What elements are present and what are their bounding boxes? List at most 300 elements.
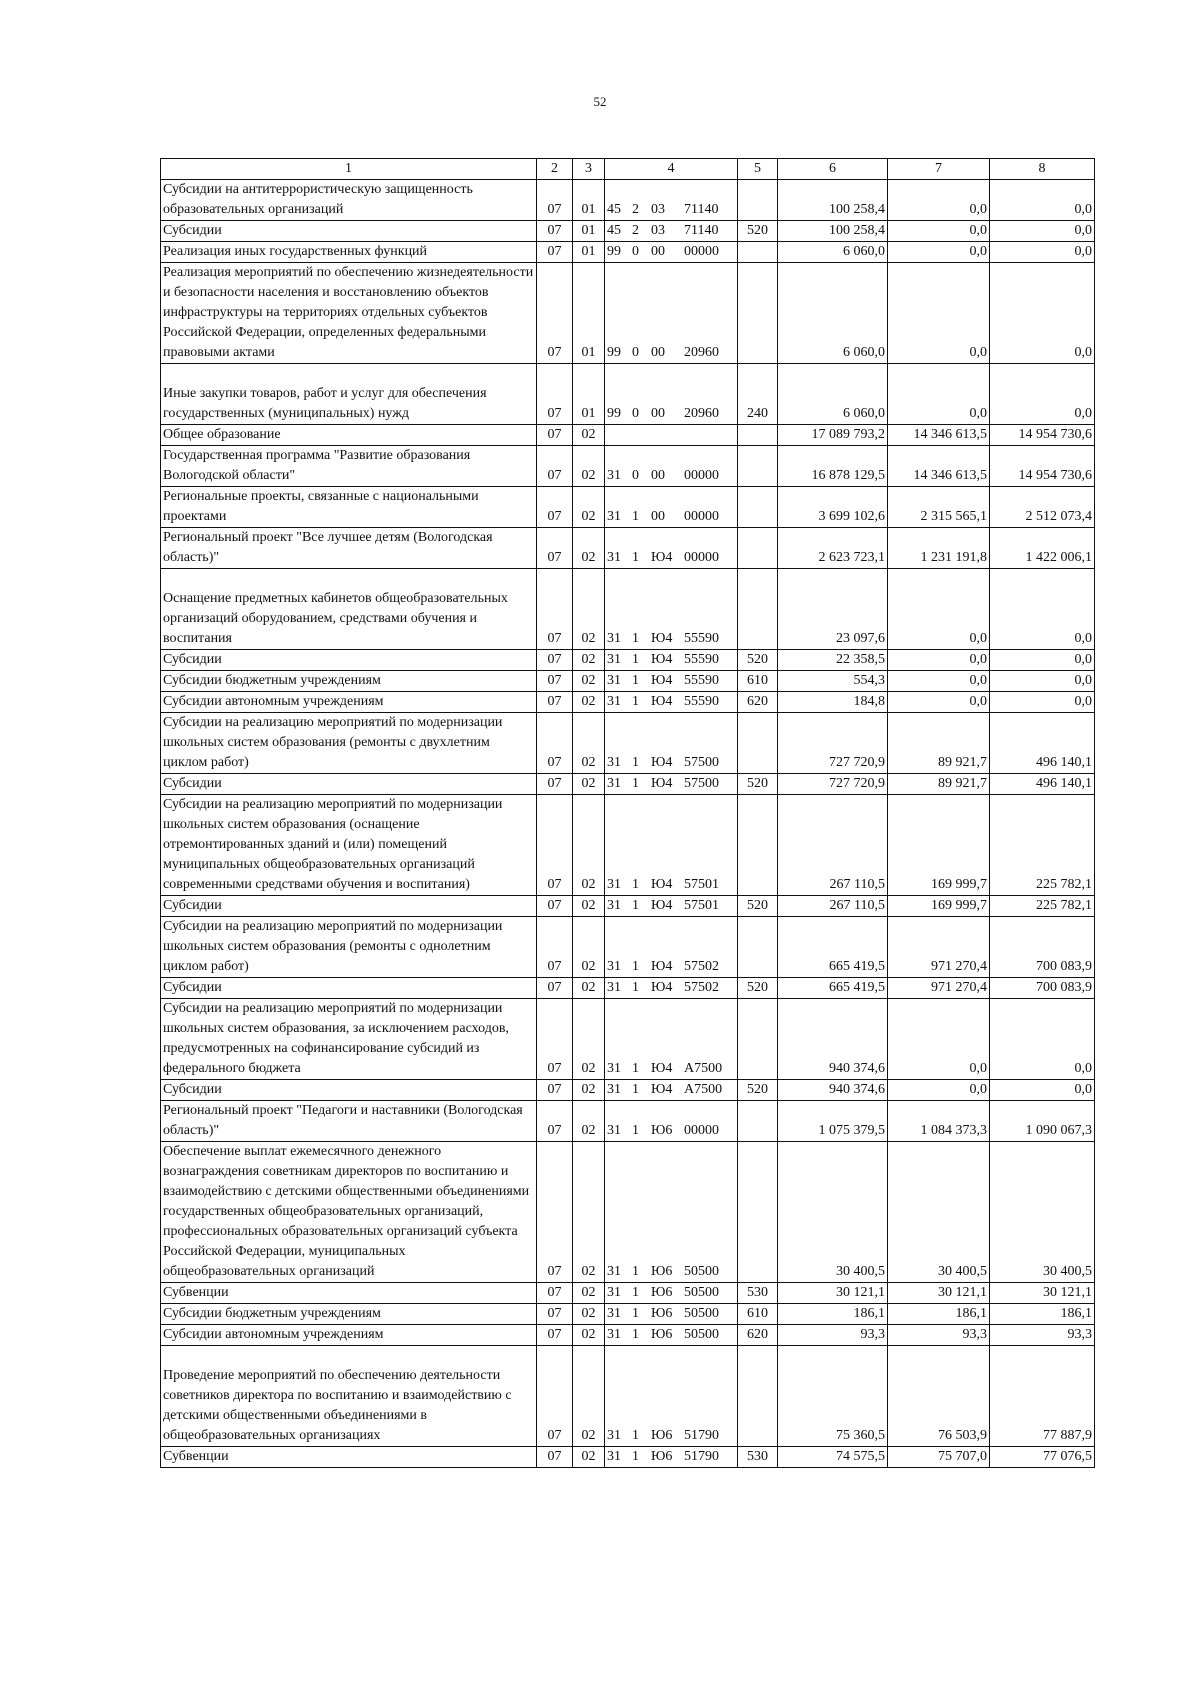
row-amount-col6: 23 097,6 <box>778 569 888 650</box>
target-article-program: 45 <box>607 202 621 217</box>
row-name: Реализация мероприятий по обеспечению жизнедеятельности и безопасности населения и восстановлению объектов инфраструктуры на территориях отдельных субъектов Российской Федерации, определенных федеральными правовыми актами <box>161 263 537 364</box>
row-section: 07 <box>537 528 573 569</box>
table-row <box>161 221 1095 242</box>
target-article-direction: 51790 <box>684 1428 719 1443</box>
row-amount-col8: 1 422 006,1 <box>990 528 1095 569</box>
target-article-subprogram: 1 <box>632 755 639 770</box>
row-subsection: 02 <box>573 774 605 795</box>
row-amount-col6: 267 110,5 <box>778 896 888 917</box>
row-section: 07 <box>537 446 573 487</box>
row-amount-col8: 93,3 <box>990 1325 1095 1346</box>
target-article-program: 31 <box>607 1061 621 1076</box>
row-section: 07 <box>537 1283 573 1304</box>
row-section: 07 <box>537 1325 573 1346</box>
row-expense-type: 520 <box>738 774 778 795</box>
row-name: Субсидии автономным учреждениям <box>161 692 537 713</box>
target-article-project: Ю4 <box>651 673 673 688</box>
target-article-direction: 57502 <box>684 959 719 974</box>
target-article-program: 31 <box>607 468 621 483</box>
row-amount-col8: 0,0 <box>990 692 1095 713</box>
target-article-direction: 51790 <box>684 1449 719 1464</box>
row-subsection: 02 <box>573 692 605 713</box>
row-amount-col8: 0,0 <box>990 364 1095 425</box>
target-article-subprogram: 1 <box>632 877 639 892</box>
row-expense-type: 610 <box>738 671 778 692</box>
row-target-article <box>605 1142 738 1283</box>
row-subsection: 01 <box>573 364 605 425</box>
row-target-article <box>605 1304 738 1325</box>
row-amount-col6: 74 575,5 <box>778 1447 888 1468</box>
target-article-program: 31 <box>607 877 621 892</box>
target-article-project: 00 <box>651 406 665 421</box>
target-article-subprogram: 1 <box>632 980 639 995</box>
target-article-project: 00 <box>651 345 665 360</box>
row-amount-col7: 0,0 <box>888 364 990 425</box>
row-section: 07 <box>537 692 573 713</box>
row-target-article <box>605 242 738 263</box>
table-row <box>161 528 1095 569</box>
row-subsection: 02 <box>573 425 605 446</box>
row-target-article <box>605 528 738 569</box>
row-section: 07 <box>537 425 573 446</box>
target-article-direction: 57500 <box>684 776 719 791</box>
target-article-direction: А7500 <box>684 1061 723 1076</box>
row-amount-col6: 93,3 <box>778 1325 888 1346</box>
row-subsection: 02 <box>573 1101 605 1142</box>
target-article-project: Ю6 <box>651 1428 673 1443</box>
target-article-project: Ю4 <box>651 631 673 646</box>
target-article-program: 31 <box>607 1082 621 1097</box>
row-expense-type: 620 <box>738 692 778 713</box>
row-name: Оснащение предметных кабинетов общеобразовательных организаций оборудованием, средствами обучения и воспитания <box>161 569 537 650</box>
header-col-8: 8 <box>990 159 1095 180</box>
target-article-project: Ю4 <box>651 550 673 565</box>
row-amount-col6: 22 358,5 <box>778 650 888 671</box>
row-expense-type <box>738 1346 778 1447</box>
target-article-program: 31 <box>607 652 621 667</box>
row-amount-col8: 1 090 067,3 <box>990 1101 1095 1142</box>
row-target-article <box>605 917 738 978</box>
target-article-program: 31 <box>607 1327 621 1342</box>
table-row <box>161 487 1095 528</box>
target-article-direction: 20960 <box>684 406 719 421</box>
row-amount-col8: 2 512 073,4 <box>990 487 1095 528</box>
row-subsection: 02 <box>573 446 605 487</box>
row-target-article <box>605 795 738 896</box>
target-article-program: 31 <box>607 1123 621 1138</box>
row-amount-col6: 184,8 <box>778 692 888 713</box>
target-article-program: 31 <box>607 1264 621 1279</box>
row-amount-col6: 100 258,4 <box>778 221 888 242</box>
row-amount-col7: 30 400,5 <box>888 1142 990 1283</box>
row-expense-type: 530 <box>738 1447 778 1468</box>
target-article-project: Ю4 <box>651 1061 673 1076</box>
target-article-subprogram: 1 <box>632 1449 639 1464</box>
header-col-7: 7 <box>888 159 990 180</box>
row-target-article <box>605 1447 738 1468</box>
target-article-project: 00 <box>651 509 665 524</box>
row-name: Субсидии на реализацию мероприятий по модернизации школьных систем образования (оснащение отремонтированных зданий и (или) помещений муниципальных общеобразовательных организаций современными средствами обучения и воспитания) <box>161 795 537 896</box>
row-amount-col6: 727 720,9 <box>778 774 888 795</box>
row-target-article <box>605 263 738 364</box>
table-row <box>161 671 1095 692</box>
row-target-article <box>605 569 738 650</box>
target-article-direction: 57501 <box>684 877 719 892</box>
row-subsection: 02 <box>573 795 605 896</box>
row-subsection: 02 <box>573 487 605 528</box>
budget-table <box>160 158 1095 1468</box>
row-section: 07 <box>537 242 573 263</box>
target-article-project: Ю4 <box>651 877 673 892</box>
row-section: 07 <box>537 917 573 978</box>
row-target-article <box>605 978 738 999</box>
table-row <box>161 713 1095 774</box>
table-row <box>161 242 1095 263</box>
target-article-subprogram: 1 <box>632 1306 639 1321</box>
table-row <box>161 425 1095 446</box>
row-name: Субвенции <box>161 1283 537 1304</box>
table-row <box>161 364 1095 425</box>
row-amount-col8: 700 083,9 <box>990 978 1095 999</box>
target-article-program: 31 <box>607 1285 621 1300</box>
row-section: 07 <box>537 999 573 1080</box>
row-expense-type <box>738 528 778 569</box>
target-article-subprogram: 0 <box>632 244 639 259</box>
row-target-article <box>605 713 738 774</box>
header-col-2: 2 <box>537 159 573 180</box>
row-name: Субсидии <box>161 221 537 242</box>
row-target-article <box>605 364 738 425</box>
target-article-program: 31 <box>607 509 621 524</box>
row-subsection: 02 <box>573 978 605 999</box>
page-number: 52 <box>593 94 607 109</box>
row-expense-type: 520 <box>738 221 778 242</box>
row-section: 07 <box>537 1447 573 1468</box>
row-name: Субсидии <box>161 896 537 917</box>
target-article-direction: 00000 <box>684 244 719 259</box>
table-row <box>161 1346 1095 1447</box>
target-article-project: Ю4 <box>651 959 673 974</box>
target-article-direction: А7500 <box>684 1082 723 1097</box>
row-target-article <box>605 774 738 795</box>
row-amount-col7: 0,0 <box>888 671 990 692</box>
row-amount-col7: 75 707,0 <box>888 1447 990 1468</box>
row-amount-col7: 30 121,1 <box>888 1283 990 1304</box>
target-article-direction: 00000 <box>684 1123 719 1138</box>
row-subsection: 02 <box>573 671 605 692</box>
target-article-program: 31 <box>607 980 621 995</box>
row-name: Обеспечение выплат ежемесячного денежного вознаграждения советникам директоров по воспитанию и взаимодействию с детскими общественными объединениями государственных общеобразовательных организаций, профессиональных образовательных организаций субъекта Российской Федерации, муниципальных общеобразовательных организаций <box>161 1142 537 1283</box>
target-article-program: 31 <box>607 631 621 646</box>
table-row <box>161 999 1095 1080</box>
target-article-project: 00 <box>651 468 665 483</box>
row-expense-type <box>738 242 778 263</box>
row-amount-col6: 554,3 <box>778 671 888 692</box>
row-amount-col6: 665 419,5 <box>778 917 888 978</box>
target-article-project: Ю4 <box>651 898 673 913</box>
row-amount-col8: 77 076,5 <box>990 1447 1095 1468</box>
row-amount-col7: 169 999,7 <box>888 795 990 896</box>
row-section: 07 <box>537 263 573 364</box>
row-name: Реализация иных государственных функций <box>161 242 537 263</box>
row-amount-col6: 665 419,5 <box>778 978 888 999</box>
row-expense-type <box>738 263 778 364</box>
row-expense-type: 520 <box>738 978 778 999</box>
row-expense-type <box>738 1142 778 1283</box>
target-article-subprogram: 1 <box>632 673 639 688</box>
table-row <box>161 1325 1095 1346</box>
row-amount-col8: 225 782,1 <box>990 795 1095 896</box>
row-name: Субсидии <box>161 1080 537 1101</box>
row-amount-col7: 186,1 <box>888 1304 990 1325</box>
row-amount-col7: 0,0 <box>888 221 990 242</box>
row-amount-col6: 30 121,1 <box>778 1283 888 1304</box>
table-row <box>161 180 1095 221</box>
target-article-subprogram: 1 <box>632 776 639 791</box>
row-expense-type <box>738 917 778 978</box>
row-subsection: 02 <box>573 999 605 1080</box>
target-article-direction: 00000 <box>684 468 719 483</box>
row-section: 07 <box>537 180 573 221</box>
row-target-article <box>605 446 738 487</box>
target-article-direction: 57502 <box>684 980 719 995</box>
row-amount-col6: 1 075 379,5 <box>778 1101 888 1142</box>
table-row <box>161 795 1095 896</box>
table-body <box>161 180 1095 1468</box>
row-name: Государственная программа "Развитие образования Вологодской области" <box>161 446 537 487</box>
target-article-program: 31 <box>607 776 621 791</box>
row-amount-col6: 186,1 <box>778 1304 888 1325</box>
row-expense-type <box>738 713 778 774</box>
header-col-6: 6 <box>778 159 888 180</box>
row-expense-type <box>738 1101 778 1142</box>
table-row <box>161 446 1095 487</box>
row-subsection: 02 <box>573 713 605 774</box>
target-article-subprogram: 1 <box>632 1061 639 1076</box>
row-amount-col8: 0,0 <box>990 263 1095 364</box>
row-section: 07 <box>537 896 573 917</box>
row-amount-col7: 0,0 <box>888 1080 990 1101</box>
row-amount-col8: 496 140,1 <box>990 713 1095 774</box>
target-article-project: Ю6 <box>651 1123 673 1138</box>
row-amount-col7: 14 346 613,5 <box>888 446 990 487</box>
row-name: Региональные проекты, связанные с национальными проектами <box>161 487 537 528</box>
row-amount-col6: 75 360,5 <box>778 1346 888 1447</box>
row-section: 07 <box>537 1304 573 1325</box>
row-subsection: 02 <box>573 917 605 978</box>
row-amount-col8: 30 121,1 <box>990 1283 1095 1304</box>
row-amount-col8: 225 782,1 <box>990 896 1095 917</box>
target-article-direction: 50500 <box>684 1264 719 1279</box>
row-expense-type: 520 <box>738 896 778 917</box>
target-article-program: 31 <box>607 1428 621 1443</box>
row-amount-col8: 0,0 <box>990 999 1095 1080</box>
target-article-project: Ю4 <box>651 980 673 995</box>
target-article-program: 31 <box>607 959 621 974</box>
row-amount-col6: 16 878 129,5 <box>778 446 888 487</box>
row-section: 07 <box>537 1080 573 1101</box>
header-col-3: 3 <box>573 159 605 180</box>
row-name: Проведение мероприятий по обеспечению деятельности советников директора по воспитанию и взаимодействию с детскими общественными объединениями в общеобразовательных организациях <box>161 1346 537 1447</box>
row-name: Субсидии бюджетным учреждениям <box>161 671 537 692</box>
target-article-subprogram: 1 <box>632 631 639 646</box>
table-row <box>161 263 1095 364</box>
header-col-4: 4 <box>605 159 738 180</box>
row-section: 07 <box>537 713 573 774</box>
row-amount-col7: 93,3 <box>888 1325 990 1346</box>
row-target-article <box>605 671 738 692</box>
row-amount-col6: 940 374,6 <box>778 999 888 1080</box>
row-amount-col7: 971 270,4 <box>888 917 990 978</box>
target-article-subprogram: 1 <box>632 550 639 565</box>
table-row <box>161 1283 1095 1304</box>
target-article-project: Ю6 <box>651 1327 673 1342</box>
row-subsection: 02 <box>573 650 605 671</box>
target-article-subprogram: 0 <box>632 406 639 421</box>
target-article-project: Ю4 <box>651 694 673 709</box>
target-article-subprogram: 1 <box>632 1123 639 1138</box>
table-row <box>161 1304 1095 1325</box>
row-amount-col6: 100 258,4 <box>778 180 888 221</box>
target-article-project: Ю6 <box>651 1306 673 1321</box>
row-name: Субсидии на реализацию мероприятий по модернизации школьных систем образования (ремонты с однолетним циклом работ) <box>161 917 537 978</box>
row-amount-col6: 6 060,0 <box>778 364 888 425</box>
target-article-project: 00 <box>651 244 665 259</box>
row-target-article <box>605 692 738 713</box>
header-col-5: 5 <box>738 159 778 180</box>
row-amount-col8: 14 954 730,6 <box>990 446 1095 487</box>
row-section: 07 <box>537 671 573 692</box>
row-amount-col8: 0,0 <box>990 569 1095 650</box>
row-subsection: 01 <box>573 263 605 364</box>
row-section: 07 <box>537 774 573 795</box>
row-subsection: 01 <box>573 242 605 263</box>
row-subsection: 02 <box>573 569 605 650</box>
row-target-article <box>605 180 738 221</box>
row-amount-col7: 0,0 <box>888 263 990 364</box>
row-section: 07 <box>537 221 573 242</box>
row-target-article <box>605 896 738 917</box>
row-target-article <box>605 999 738 1080</box>
target-article-subprogram: 2 <box>632 202 639 217</box>
row-amount-col8: 0,0 <box>990 650 1095 671</box>
target-article-program: 31 <box>607 550 621 565</box>
row-section: 07 <box>537 795 573 896</box>
target-article-direction: 50500 <box>684 1306 719 1321</box>
target-article-program: 45 <box>607 223 621 238</box>
row-amount-col7: 971 270,4 <box>888 978 990 999</box>
table-row <box>161 978 1095 999</box>
row-expense-type: 520 <box>738 650 778 671</box>
target-article-direction: 50500 <box>684 1285 719 1300</box>
row-target-article <box>605 1346 738 1447</box>
target-article-subprogram: 1 <box>632 1082 639 1097</box>
row-subsection: 02 <box>573 1283 605 1304</box>
row-target-article <box>605 425 738 446</box>
target-article-project: Ю6 <box>651 1285 673 1300</box>
row-subsection: 02 <box>573 1080 605 1101</box>
header-row <box>161 159 1095 180</box>
row-name: Региональный проект "Педагоги и наставники (Вологодская область)" <box>161 1101 537 1142</box>
target-article-subprogram: 2 <box>632 223 639 238</box>
row-amount-col6: 6 060,0 <box>778 263 888 364</box>
row-name: Субсидии <box>161 650 537 671</box>
row-subsection: 02 <box>573 896 605 917</box>
row-amount-col8: 77 887,9 <box>990 1346 1095 1447</box>
row-subsection: 02 <box>573 1325 605 1346</box>
row-target-article <box>605 487 738 528</box>
target-article-direction: 55590 <box>684 673 719 688</box>
target-article-program: 99 <box>607 345 621 360</box>
row-target-article <box>605 1101 738 1142</box>
row-section: 07 <box>537 978 573 999</box>
row-target-article <box>605 221 738 242</box>
row-amount-col7: 0,0 <box>888 569 990 650</box>
row-amount-col7: 1 231 191,8 <box>888 528 990 569</box>
target-article-subprogram: 1 <box>632 1327 639 1342</box>
row-name: Субсидии на реализацию мероприятий по модернизации школьных систем образования (ремонты с двухлетним циклом работ) <box>161 713 537 774</box>
row-amount-col8: 0,0 <box>990 242 1095 263</box>
row-amount-col6: 940 374,6 <box>778 1080 888 1101</box>
row-amount-col7: 14 346 613,5 <box>888 425 990 446</box>
row-subsection: 02 <box>573 1304 605 1325</box>
target-article-subprogram: 0 <box>632 468 639 483</box>
row-name: Субсидии на реализацию мероприятий по модернизации школьных систем образования, за исключением расходов, предусмотренных на софинансирование субсидий из федерального бюджета <box>161 999 537 1080</box>
target-article-direction: 55590 <box>684 652 719 667</box>
row-target-article <box>605 1080 738 1101</box>
target-article-subprogram: 1 <box>632 694 639 709</box>
row-section: 07 <box>537 1142 573 1283</box>
target-article-program: 99 <box>607 244 621 259</box>
row-expense-type <box>738 569 778 650</box>
row-expense-type <box>738 425 778 446</box>
header-col-1: 1 <box>161 159 537 180</box>
target-article-program: 31 <box>607 694 621 709</box>
row-amount-col8: 496 140,1 <box>990 774 1095 795</box>
row-amount-col7: 0,0 <box>888 650 990 671</box>
target-article-subprogram: 1 <box>632 959 639 974</box>
target-article-direction: 57501 <box>684 898 719 913</box>
table-row <box>161 896 1095 917</box>
target-article-program: 31 <box>607 755 621 770</box>
target-article-program: 99 <box>607 406 621 421</box>
row-amount-col8: 186,1 <box>990 1304 1095 1325</box>
row-expense-type: 620 <box>738 1325 778 1346</box>
row-amount-col7: 2 315 565,1 <box>888 487 990 528</box>
row-section: 07 <box>537 487 573 528</box>
row-subsection: 02 <box>573 1142 605 1283</box>
row-amount-col6: 6 060,0 <box>778 242 888 263</box>
row-amount-col8: 30 400,5 <box>990 1142 1095 1283</box>
target-article-project: Ю4 <box>651 1082 673 1097</box>
target-article-project: Ю6 <box>651 1449 673 1464</box>
target-article-project: 03 <box>651 202 665 217</box>
row-amount-col6: 267 110,5 <box>778 795 888 896</box>
row-expense-type <box>738 446 778 487</box>
target-article-project: Ю6 <box>651 1264 673 1279</box>
row-amount-col6: 17 089 793,2 <box>778 425 888 446</box>
row-amount-col7: 89 921,7 <box>888 774 990 795</box>
row-target-article <box>605 1325 738 1346</box>
target-article-project: Ю4 <box>651 755 673 770</box>
row-expense-type <box>738 180 778 221</box>
row-section: 07 <box>537 1346 573 1447</box>
row-name: Субсидии <box>161 774 537 795</box>
row-subsection: 01 <box>573 180 605 221</box>
row-amount-col7: 0,0 <box>888 692 990 713</box>
row-amount-col8: 700 083,9 <box>990 917 1095 978</box>
row-amount-col7: 1 084 373,3 <box>888 1101 990 1142</box>
